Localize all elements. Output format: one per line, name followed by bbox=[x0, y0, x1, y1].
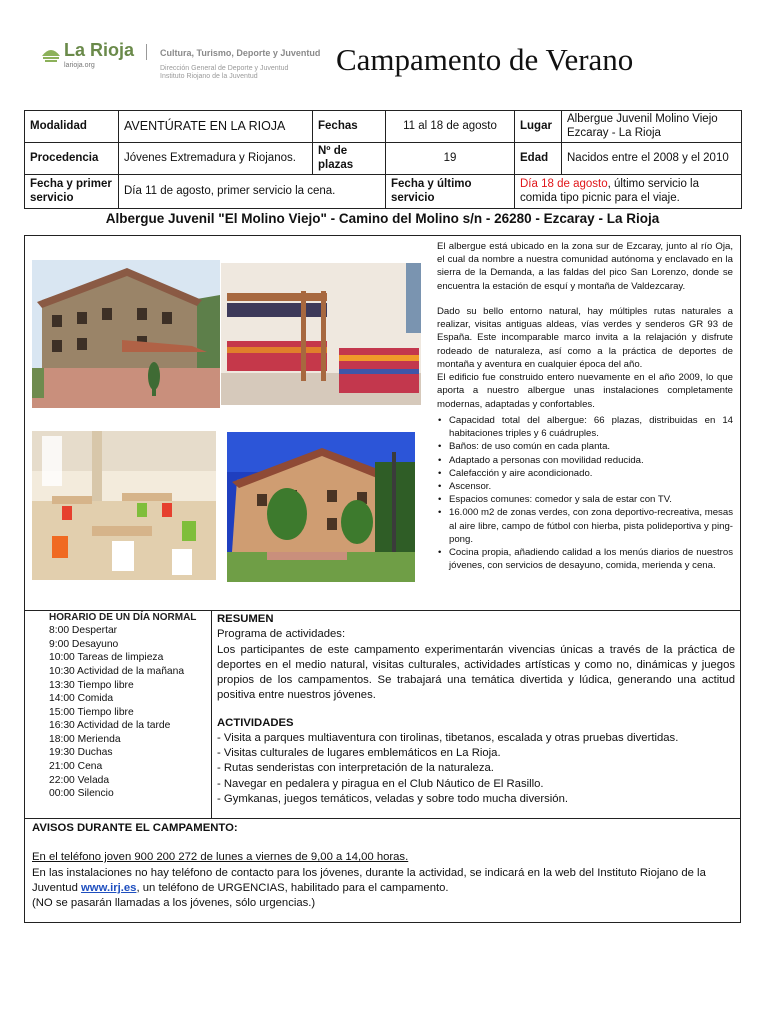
schedule-item: 18:00 Merienda bbox=[49, 733, 121, 745]
schedule-item: 21:00 Cena bbox=[49, 760, 103, 772]
avisos-phone-line: En el teléfono joven 900 200 272 de lunes a viernes de 9,00 a 14,00 horas. bbox=[32, 851, 409, 864]
summary-title: RESUMEN bbox=[217, 613, 274, 625]
department-subline-1: Dirección General de Deporte y Juventud bbox=[160, 65, 289, 72]
activity-item: - Rutas senderistas con interpretación de la naturaleza. bbox=[217, 762, 494, 775]
ultimo-servicio-rest: , último servicio la comida tipo picnic para el viaje. bbox=[520, 177, 699, 204]
summary-section bbox=[217, 612, 735, 807]
feature-item: • Ascensor. bbox=[437, 480, 733, 493]
plazas-label: Nº de plazas bbox=[313, 142, 386, 174]
camp-info-table bbox=[24, 110, 742, 209]
modalidad-label: Modalidad bbox=[25, 111, 119, 143]
schedule-item: 8:00 Despertar bbox=[49, 625, 118, 637]
feature-item: • Calefacción y aire acondicionado. bbox=[437, 467, 733, 480]
schedule-item: 16:30 Actividad de la tarde bbox=[49, 720, 171, 732]
primer-servicio-value: Día 11 de agosto, primer servicio la cena. bbox=[119, 174, 386, 208]
schedule-item: 15:00 Tiempo libre bbox=[49, 706, 134, 718]
schedule-item: 00:00 Silencio bbox=[49, 788, 114, 800]
la-rioja-leaf-icon bbox=[40, 42, 62, 64]
bedroom-photo bbox=[221, 263, 421, 405]
activities-title: ACTIVIDADES bbox=[217, 716, 294, 729]
plazas-value: 19 bbox=[386, 142, 515, 174]
schedule-item: 10:00 Tareas de limpieza bbox=[49, 652, 164, 664]
logo-divider bbox=[146, 44, 147, 60]
avisos-section bbox=[32, 821, 732, 911]
description-paragraph-2: Dado su bello entorno natural, hay múltiples rutas naturales a realizar, visitas antiguas aldeas, vías verdes y senderos GR 93 de España. Este incomparable marco invita a la relajación y disfrute rodeado de naturaleza, así como a la práctica de deportes de montaña y aventura en cualquier época del año. bbox=[437, 305, 733, 370]
summary-subtitle: Programa de actividades: bbox=[217, 628, 346, 641]
info-row-servicio bbox=[25, 174, 742, 208]
hostel-exterior-photo bbox=[32, 260, 220, 408]
procedencia-value: Jóvenes Extremadura y Riojanos. bbox=[119, 142, 313, 174]
page-title: Campamento de Verano bbox=[336, 42, 634, 77]
feature-item: • Capacidad total del albergue: 66 plazas, distribuidas en 14 habitaciones triples y 6 cuádruples. bbox=[437, 414, 733, 440]
avisos-info-text: En las instalaciones no hay teléfono de contacto para los jóvenes, durante la actividad, se indicará en la web del Instituto Riojano de la Juventud bbox=[32, 866, 706, 894]
avisos-info-line bbox=[32, 866, 732, 897]
info-row-procedencia bbox=[25, 142, 742, 174]
features-list bbox=[437, 414, 733, 573]
schedule-item: 9:00 Desayuno bbox=[49, 638, 119, 650]
feature-item: • 16.000 m2 de zonas verdes, con zona deportivo-recreativa, mesas al aire libre, campo de fútbol con hierba, pista polideportiva y ping-pong. bbox=[437, 506, 733, 546]
schedule-title: HORARIO DE UN DÍA NORMAL bbox=[49, 612, 197, 623]
fechas-label: Fechas bbox=[313, 111, 386, 143]
avisos-title: AVISOS DURANTE EL CAMPAMENTO: bbox=[32, 822, 238, 834]
hostel-description bbox=[437, 240, 733, 573]
edad-label: Edad bbox=[515, 142, 562, 174]
schedule-item: 14:00 Comida bbox=[49, 693, 114, 705]
ultimo-servicio-value bbox=[515, 174, 742, 208]
avisos-info-text-end: , un teléfono de URGENCIAS, habilitado para el campamento. bbox=[136, 881, 449, 894]
brand-web: larioja.org bbox=[64, 62, 95, 69]
edad-value: Nacidos entre el 2008 y el 2010 bbox=[562, 142, 742, 174]
daily-schedule bbox=[30, 611, 208, 801]
la-rioja-logo bbox=[40, 40, 330, 84]
schedule-item: 19:30 Duchas bbox=[49, 747, 113, 759]
lugar-value: Albergue Juvenil Molino Viejo Ezcaray - La Rioja bbox=[562, 111, 742, 143]
hostel-address: Albergue Juvenil "El Molino Viejo" - Camino del Molino s/n - 26280 - Ezcaray - La Rioja bbox=[105, 211, 660, 226]
procedencia-label: Procedencia bbox=[25, 142, 119, 174]
department-name: Cultura, Turismo, Deporte y Juventud bbox=[160, 48, 321, 58]
summary-text: Los participantes de este campamento experimentarán vivencias únicas a través de la práctica de deportes en el medio natural, visitas culturales, actividades artísticas y como no, dinámicas y juegos propios de los campamentos. Se trabajará una temática divertida y lúdica, generando una actitud positiva entre nuestros jóvenes. bbox=[217, 643, 735, 702]
building-garden-photo bbox=[227, 432, 415, 582]
brand-name: La Rioja bbox=[64, 40, 135, 60]
schedule-item: 13:30 Tiempo libre bbox=[49, 679, 134, 691]
feature-item: • Espacios comunes: comedor y sala de estar con TV. bbox=[437, 493, 733, 506]
avisos-note: (NO se pasarán llamadas a los jóvenes, sólo urgencias.) bbox=[32, 897, 316, 909]
feature-item: • Cocina propia, añadiendo calidad a los menús diarios de nuestros jóvenes, con servicios de desayuno, comida, merienda y cena. bbox=[437, 546, 733, 572]
dining-room-photo bbox=[32, 431, 216, 580]
schedule-item: 22:00 Velada bbox=[49, 774, 110, 786]
modalidad-value: AVENTÚRATE EN LA RIOJA bbox=[119, 111, 313, 143]
ultimo-servicio-label: Fecha y último servicio bbox=[386, 174, 515, 208]
activity-item: - Navegar en pedalera y piragua en el Club Náutico de El Rasillo. bbox=[217, 777, 544, 790]
activity-item: - Visitas culturales de lugares emblemáticos en La Rioja. bbox=[217, 747, 501, 759]
description-paragraph-3: El edificio fue construido entero nuevamente en el año 2009, lo que aporta a nuestro albergue unas instalaciones completamente modernas, adaptadas y confortables. bbox=[437, 372, 733, 410]
activity-item: - Gymkanas, juegos temáticos, veladas y sobre todo mucha diversión. bbox=[217, 792, 568, 805]
irj-website-link[interactable]: www.irj.es bbox=[81, 881, 137, 894]
activity-item: - Visita a parques multiaventura con tirolinas, tibetanos, escalada y otras pruebas divertidas. bbox=[217, 731, 679, 744]
schedule-item: 10:30 Actividad de la mañana bbox=[49, 665, 185, 677]
description-paragraph-1: El albergue está ubicado en la zona sur de Ezcaray, junto al río Oja, el cual da nombre a nuestra comunidad autónoma y enclavado en la sierra de la Demanda, a las faldas del pico San Lorenzo, donde se encuentra la estación de esquí y montaña de Valdezcaray. bbox=[437, 241, 733, 292]
feature-item: • Baños: de uso común en cada planta. bbox=[437, 440, 733, 453]
divider-schedule-summary bbox=[211, 610, 212, 818]
ultimo-servicio-date: Día 18 de agosto bbox=[520, 177, 608, 190]
fechas-value: 11 al 18 de agosto bbox=[386, 111, 515, 143]
department-subline-2: Instituto Riojano de la Juventud bbox=[160, 73, 258, 80]
lugar-label: Lugar bbox=[515, 111, 562, 143]
divider-schedule-avisos bbox=[24, 818, 741, 819]
primer-servicio-label: Fecha y primer servicio bbox=[25, 174, 119, 208]
feature-item: • Adaptado a personas con movilidad reducida. bbox=[437, 454, 733, 467]
info-row-modalidad bbox=[25, 111, 742, 143]
